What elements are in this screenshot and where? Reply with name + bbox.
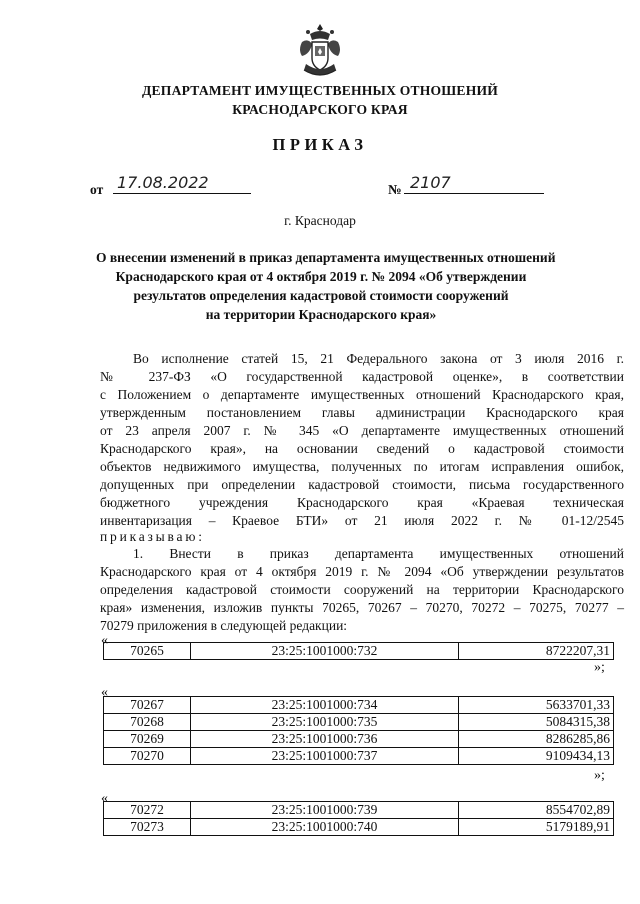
table-row [104, 731, 614, 748]
item-number: 70269 [104, 731, 191, 748]
item-number: 70270 [104, 748, 191, 765]
body-line: № 237-ФЗ «О государственной кадастровой оценке», в соответствии [100, 369, 624, 384]
table-row [104, 748, 614, 765]
subject-line: результатов определения кадастровой стоимости сооружений [133, 288, 509, 303]
cadastral-number: 23:25:1001000:740 [191, 819, 459, 836]
quote-close: »; [594, 768, 605, 783]
cadastral-value: 8286285,86 [459, 731, 614, 748]
body-line: инвентаризация – Краевое БТИ» от 21 июля 2022 г. № 01-12/2545 [100, 513, 624, 528]
item-number: 70273 [104, 819, 191, 836]
cadastral-value: 5633701,33 [459, 697, 614, 714]
cadastral-value: 8722207,31 [459, 643, 614, 660]
cadastral-number: 23:25:1001000:736 [191, 731, 459, 748]
document-title: ПРИКАЗ [272, 135, 368, 154]
coat-of-arms-icon [296, 22, 344, 80]
quote-close: »; [594, 660, 605, 675]
cadastral-value: 9109434,13 [459, 748, 614, 765]
item-number: 70268 [104, 714, 191, 731]
body-line: края» изменения, изложив пункты 70265, 70267 – 70270, 70272 – 70275, 70277 – [100, 600, 624, 615]
cadastral-value: 8554702,89 [459, 802, 614, 819]
appendix-table [103, 801, 614, 836]
body-line: Краснодарского края», на основании сведений о кадастровой стоимости [100, 441, 624, 456]
department-name-line-2: КРАСНОДАРСКОГО КРАЯ [232, 102, 408, 117]
appendix-table [103, 642, 614, 660]
subject-line: Краснодарского края от 4 октября 2019 г. № 2094 «Об утверждении [115, 269, 527, 284]
body-line: 1. Внести в приказ департамента имущественных отношений [133, 546, 624, 561]
date-label: от [90, 182, 104, 197]
body-line: с Положением о департаменте имущественных отношений Краснодарского края, [100, 387, 624, 402]
cadastral-number: 23:25:1001000:732 [191, 643, 459, 660]
appendix-table [103, 696, 614, 765]
body-line: Во исполнение статей 15, 21 Федерального закона от 3 июля 2016 г. [133, 351, 624, 366]
subject-heading [96, 248, 556, 324]
cadastral-number: 23:25:1001000:737 [191, 748, 459, 765]
body-line: бюджетного учреждения Краснодарского края «Краевая техническая [100, 495, 624, 510]
table-row [104, 819, 614, 836]
body-line: Краснодарского края от 4 октября 2019 г. № 2094 «Об утверждении результатов [100, 564, 624, 579]
body-line: объектов недвижимого имущества, полученных по итогам исправления ошибок, [100, 459, 624, 474]
cadastral-number: 23:25:1001000:735 [191, 714, 459, 731]
table-row [104, 802, 614, 819]
cadastral-value: 5179189,91 [459, 819, 614, 836]
body-line: определения кадастровой стоимости сооружений на территории Краснодарского [100, 582, 624, 597]
item-number: 70265 [104, 643, 191, 660]
cadastral-number: 23:25:1001000:734 [191, 697, 459, 714]
table-row [104, 697, 614, 714]
city: г. Краснодар [284, 213, 356, 228]
number-value: 2107 [404, 173, 544, 194]
cadastral-value: 5084315,38 [459, 714, 614, 731]
body-line: от 23 апреля 2007 г. № 345 «О департаменте имущественных отношений [100, 423, 624, 438]
body-line: допущенных при определении кадастровой стоимости, письма государственного [100, 477, 624, 492]
quote-open: « [101, 791, 108, 806]
body-line: приказываю: [100, 529, 205, 544]
table-row [104, 643, 614, 660]
table-row [104, 714, 614, 731]
quote-open: « [101, 685, 108, 700]
body-line: утвержденным постановлением главы администрации Краснодарского края [100, 405, 624, 420]
date-value: 17.08.2022 [113, 173, 251, 194]
body-line: 70279 приложения в следующей редакции: [100, 618, 348, 633]
quote-open: « [101, 633, 108, 648]
item-number: 70267 [104, 697, 191, 714]
subject-line: О внесении изменений в приказ департамента имущественных отношений [96, 250, 556, 265]
number-label: № [388, 182, 402, 197]
cadastral-number: 23:25:1001000:739 [191, 802, 459, 819]
department-name-line-1: ДЕПАРТАМЕНТ ИМУЩЕСТВЕННЫХ ОТНОШЕНИЙ [141, 83, 499, 98]
subject-line: на территории Краснодарского края» [205, 307, 437, 322]
item-number: 70272 [104, 802, 191, 819]
